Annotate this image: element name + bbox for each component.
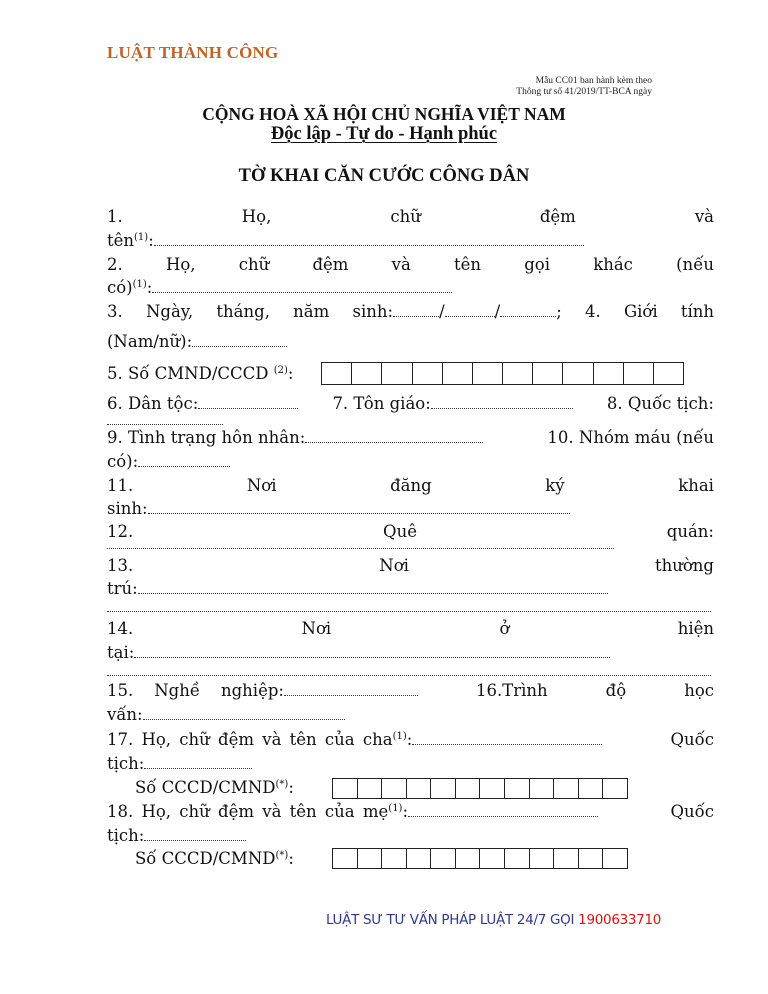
- field-6-8-line: [107, 394, 714, 413]
- digit-box[interactable]: [503, 363, 533, 384]
- field-4-cont: [107, 332, 287, 351]
- digit-box[interactable]: [533, 363, 563, 384]
- field-label: tịch:: [107, 754, 145, 773]
- field-10-cont: [107, 452, 230, 471]
- word: Quê: [383, 522, 417, 541]
- word: quán:: [666, 522, 714, 541]
- word: Nơi: [379, 556, 409, 575]
- mother-id-boxes[interactable]: [332, 848, 628, 869]
- digit-box[interactable]: [352, 363, 382, 384]
- digit-box[interactable]: [473, 363, 503, 384]
- field-label: 10. Nhóm máu (nếu: [547, 428, 714, 447]
- field-label: (Nam/nữ):: [107, 332, 193, 351]
- word: Họ,: [241, 207, 272, 226]
- word: Nơi: [301, 619, 332, 638]
- field-label: vấn:: [107, 705, 143, 724]
- digit-box[interactable]: [358, 779, 383, 798]
- field-2-line: [107, 255, 714, 274]
- field-17-line: [107, 730, 714, 749]
- father-id-boxes[interactable]: [332, 778, 628, 799]
- field-label: sinh:: [107, 499, 148, 518]
- field-9-10-line: [107, 428, 714, 447]
- field-label: trú:: [107, 579, 138, 598]
- field-16-cont: [107, 705, 345, 724]
- blood-type-input-line[interactable]: [138, 454, 230, 467]
- field-label: 8. Quốc tịch:: [606, 394, 714, 413]
- field-13-cont: [107, 579, 608, 598]
- field-2-cont: có)$^{(1)}$:: [107, 278, 452, 297]
- digit-box[interactable]: [554, 779, 579, 798]
- digit-box[interactable]: [480, 849, 505, 868]
- word: Ngày,: [145, 302, 194, 321]
- field-label: 17. Họ, chữ đệm và tên của cha: [107, 730, 393, 749]
- digit-box[interactable]: [333, 849, 358, 868]
- field-label: tịch:: [107, 826, 145, 845]
- hometown-input-line[interactable]: [107, 548, 614, 549]
- digit-box[interactable]: [594, 363, 624, 384]
- word: hiện: [677, 619, 714, 638]
- hotline-number[interactable]: 1900633710: [578, 912, 662, 928]
- other-name-input-line[interactable]: [152, 280, 452, 293]
- word: 2.: [107, 255, 123, 274]
- footnote-ref: (2): [273, 365, 288, 376]
- digit-box[interactable]: [480, 779, 505, 798]
- field-14-line: [107, 619, 714, 638]
- date-separator: /: [494, 302, 501, 321]
- motto-text: Độc lập - Tự do - Hạnh phúc: [270, 124, 498, 144]
- field-14-cont: [107, 643, 610, 662]
- footer-hotline[interactable]: [326, 912, 661, 928]
- word: chữ: [390, 207, 421, 226]
- word: 16.Trình: [475, 681, 548, 700]
- digit-box[interactable]: [382, 779, 407, 798]
- colon: :: [288, 849, 294, 868]
- word: và: [391, 255, 411, 274]
- digit-box[interactable]: [407, 849, 432, 868]
- digit-box[interactable]: [530, 779, 555, 798]
- digit-box[interactable]: [579, 779, 604, 798]
- birth-registration-input-line[interactable]: [148, 501, 570, 514]
- field-18-cont: [107, 826, 246, 845]
- father-nationality-input-line[interactable]: [144, 756, 252, 769]
- permanent-residence-input-line[interactable]: [138, 581, 608, 594]
- digit-box[interactable]: [413, 363, 443, 384]
- footnote-ref: (1): [388, 803, 403, 814]
- father-name-input-line[interactable]: [412, 732, 602, 745]
- word: (nếu: [676, 255, 714, 274]
- digit-box[interactable]: [382, 849, 407, 868]
- word: học: [684, 681, 714, 700]
- digit-box[interactable]: [505, 849, 530, 868]
- digit-box[interactable]: [382, 363, 412, 384]
- footer-text: LUẬT SƯ TƯ VẤN PHÁP LUẬT 24/7 GỌI: [326, 912, 579, 928]
- word: độ: [605, 681, 627, 700]
- field-label: 7. Tôn giáo:: [332, 394, 431, 413]
- date-separator: /: [439, 302, 445, 321]
- field-15-16-line: [107, 681, 714, 700]
- gender-input-line[interactable]: [192, 334, 287, 347]
- dob-day-input[interactable]: [393, 304, 439, 317]
- digit-box[interactable]: [456, 849, 481, 868]
- colon: :: [287, 364, 294, 383]
- field-label: có): [107, 278, 133, 297]
- colon: :: [406, 730, 413, 749]
- colon: :: [288, 778, 294, 797]
- id-number-boxes[interactable]: [321, 362, 684, 385]
- word: ký: [545, 476, 565, 495]
- field-5-line: [107, 364, 293, 383]
- word: 12.: [107, 522, 134, 541]
- digit-box[interactable]: [333, 779, 358, 798]
- digit-box[interactable]: [358, 849, 383, 868]
- form-note-line: Thông tư số 41/2019/TT-BCA ngày: [516, 87, 652, 97]
- digit-box[interactable]: [579, 849, 604, 868]
- field-17-cont: [107, 754, 252, 773]
- word: ở: [499, 619, 510, 638]
- education-input-line[interactable]: [143, 707, 345, 720]
- field-label: có):: [107, 452, 139, 471]
- digit-box[interactable]: [603, 849, 627, 868]
- marital-status-input-line[interactable]: [305, 430, 483, 443]
- word: 1.: [107, 207, 123, 226]
- nationality-input-line[interactable]: [107, 424, 223, 425]
- field-label: Số CCCD/CMND: [135, 778, 276, 797]
- word: 4.: [584, 302, 601, 321]
- religion-input-line[interactable]: [431, 396, 573, 409]
- field-12-line: [107, 522, 714, 541]
- dob-year-input[interactable]: [500, 304, 556, 317]
- word: Nơi: [246, 476, 277, 495]
- word: Họ,: [165, 255, 196, 274]
- word: thường: [654, 556, 714, 575]
- name-input-line[interactable]: [154, 233, 584, 246]
- field-label: 6. Dân tộc:: [107, 394, 199, 413]
- word: khác: [593, 255, 633, 274]
- separator: ;: [556, 302, 562, 321]
- permanent-residence-input-line-2[interactable]: [107, 611, 711, 612]
- field-label: 5. Số CMND/CCCD: [107, 364, 269, 383]
- word: sinh:: [352, 302, 394, 321]
- word: và: [694, 207, 714, 226]
- field-label: Quốc: [670, 730, 714, 749]
- word: đệm: [539, 207, 576, 226]
- footnote-ref: (1): [392, 731, 407, 742]
- footnote-ref: (1): [132, 279, 147, 290]
- field-label: Số CCCD/CMND: [135, 849, 276, 868]
- national-motto: [0, 124, 768, 145]
- form-note: [420, 76, 652, 98]
- digit-box[interactable]: [431, 779, 456, 798]
- digit-box[interactable]: [505, 779, 530, 798]
- word: 14.: [107, 619, 134, 638]
- word: tính: [680, 302, 714, 321]
- field-label: 9. Tình trạng hôn nhân:: [107, 428, 306, 447]
- field-1-line: [107, 207, 714, 226]
- mother-name-input-line[interactable]: [408, 804, 598, 817]
- field-label: 15. Nghề nghiệp:: [107, 681, 284, 700]
- footnote-ref: (1): [134, 232, 149, 243]
- digit-box[interactable]: [456, 779, 481, 798]
- digit-box[interactable]: [431, 849, 456, 868]
- father-id-line: [135, 778, 294, 797]
- form-title: TỜ KHAI CĂN CƯỚC CÔNG DÂN: [238, 166, 530, 186]
- field-11-line: [107, 476, 714, 495]
- mother-id-line: [135, 849, 294, 868]
- brand-logo-text: LUẬT THÀNH CÔNG: [107, 43, 279, 62]
- word: khai: [678, 476, 714, 495]
- word: 11.: [107, 476, 134, 495]
- digit-box[interactable]: [603, 779, 627, 798]
- field-label: tại:: [107, 643, 135, 662]
- field-3-line: [107, 302, 714, 321]
- word: 13.: [107, 556, 134, 575]
- occupation-input-line[interactable]: [284, 683, 418, 696]
- colon: :: [402, 802, 409, 821]
- field-label: Quốc: [670, 802, 714, 821]
- digit-box[interactable]: [322, 363, 352, 384]
- word: Giới: [623, 302, 658, 321]
- field-1-cont: tên$^{(1)}$:: [107, 231, 584, 250]
- field-13-line: [107, 556, 714, 575]
- digit-box[interactable]: [654, 363, 683, 384]
- field-11-cont: [107, 499, 570, 518]
- digit-box[interactable]: [554, 849, 579, 868]
- form-note-line: Mẫu CC01 ban hành kèm theo: [535, 76, 652, 86]
- mother-nationality-input-line[interactable]: [144, 828, 246, 841]
- footnote-ref: (*): [275, 779, 289, 790]
- digit-box[interactable]: [443, 363, 473, 384]
- field-label: 18. Họ, chữ đệm và tên của mẹ: [107, 802, 389, 821]
- current-residence-input-line[interactable]: [134, 645, 610, 658]
- field-label: tên: [107, 231, 135, 250]
- word: 3.: [107, 302, 123, 321]
- footnote-ref: (*): [275, 850, 289, 861]
- word: năm: [293, 302, 330, 321]
- digit-box[interactable]: [624, 363, 654, 384]
- word: gọi: [524, 255, 551, 274]
- digit-box[interactable]: [530, 849, 555, 868]
- word: đăng: [390, 476, 432, 495]
- current-residence-input-line-2[interactable]: [107, 675, 711, 676]
- digit-box[interactable]: [563, 363, 593, 384]
- dob-group: [353, 302, 562, 321]
- digit-box[interactable]: [407, 779, 432, 798]
- word: tháng,: [216, 302, 270, 321]
- word: chữ: [238, 255, 270, 274]
- national-title: CỘNG HOÀ XÃ HỘI CHỦ NGHĨA VIỆT NAM: [202, 104, 566, 124]
- field-18-line: [107, 802, 714, 821]
- word: đệm: [312, 255, 349, 274]
- word: tên: [454, 255, 482, 274]
- dob-month-input[interactable]: [445, 304, 495, 317]
- ethnicity-input-line[interactable]: [198, 396, 298, 409]
